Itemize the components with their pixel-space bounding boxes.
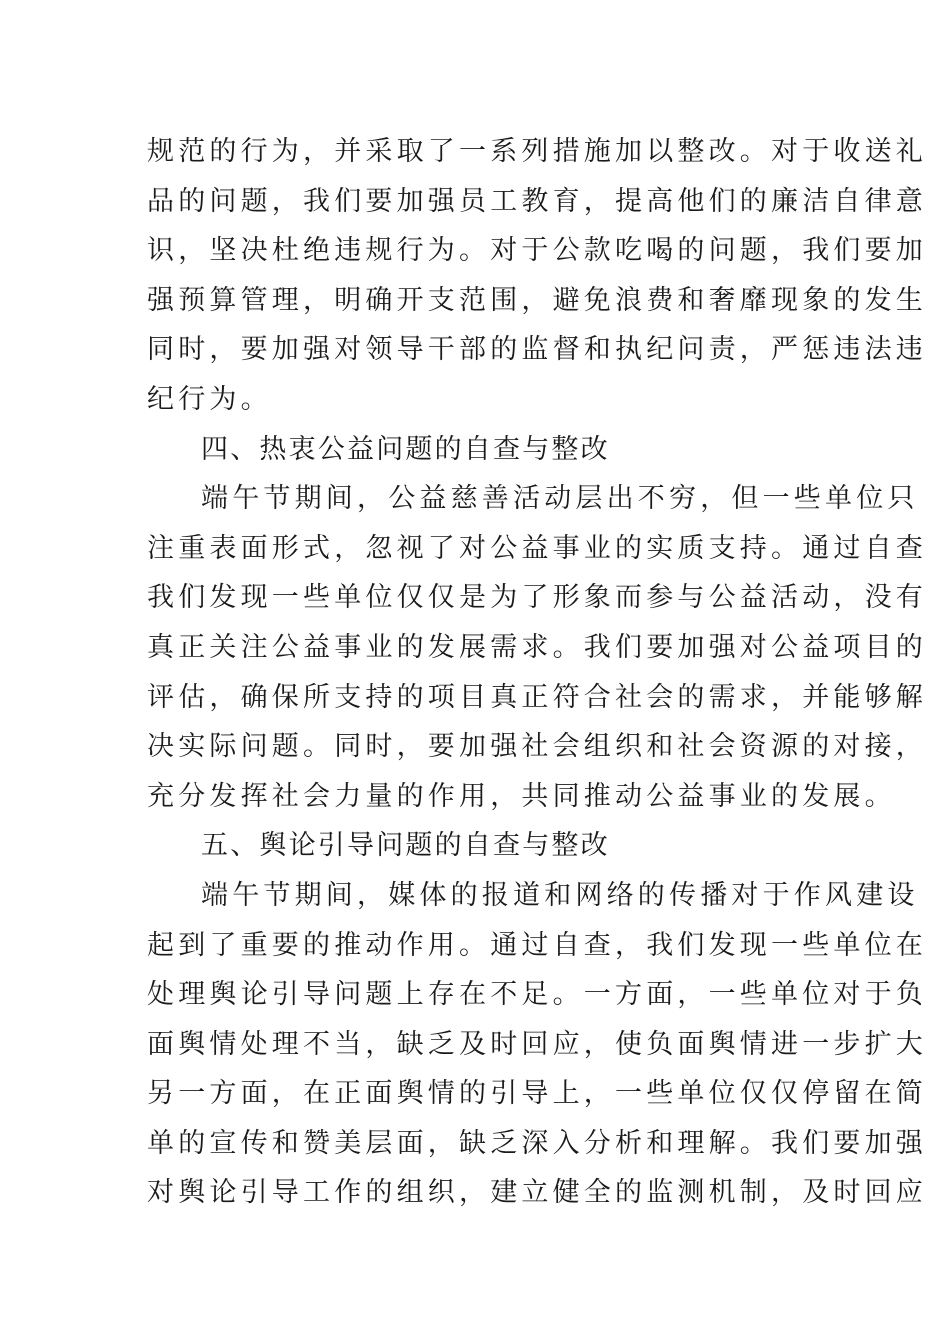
section-heading-4: 四、热衷公益问题的自查与整改: [201, 433, 610, 465]
text-line: 对舆论引导工作的组织，建立健全的监测机制，及时回应: [147, 1177, 927, 1209]
text-line: 起到了重要的推动作用。通过自查，我们发现一些单位在: [147, 929, 927, 961]
section-heading-5: 五、舆论引导问题的自查与整改: [201, 830, 610, 862]
document-page: [147, 127, 927, 1218]
text-line: 纪行为。: [147, 383, 272, 415]
text-line: 注重表面形式，忽视了对公益事业的实质支持。通过自查: [147, 532, 927, 564]
text-line: 规范的行为，并采取了一系列措施加以整改。对于收送礼: [147, 136, 927, 167]
text-line: 评估，确保所支持的项目真正符合社会的需求，并能够解: [147, 681, 927, 713]
text-line: 处理舆论引导问题上存在不足。一方面，一些单位对于负: [147, 979, 927, 1011]
text-line: 决实际问题。同时，要加强社会组织和社会资源的对接，: [147, 731, 927, 763]
text-line: 品的问题，我们要加强员工教育，提高他们的廉洁自律意: [147, 185, 927, 217]
text-line: 我们发现一些单位仅仅是为了形象而参与公益活动，没有: [147, 582, 927, 614]
text-line: 识，坚决杜绝违规行为。对于公款吃喝的问题，我们要加: [147, 235, 927, 267]
text-line: 同时，要加强对领导干部的监督和执纪问责，严惩违法违: [147, 334, 927, 366]
paragraph-start: 端午节期间，公益慈善活动层出不穷，但一些单位只: [201, 483, 919, 515]
text-line: 面舆情处理不当，缺乏及时回应，使负面舆情进一步扩大: [147, 1028, 927, 1060]
paragraph-start: 端午节期间，媒体的报道和网络的传播对于作风建设: [201, 879, 919, 911]
text-line: 充分发挥社会力量的作用，共同推动公益事业的发展。: [147, 780, 896, 812]
text-line: 真正关注公益事业的发展需求。我们要加强对公益项目的: [147, 631, 927, 663]
text-line: 另一方面，在正面舆情的引导上，一些单位仅仅停留在简: [147, 1078, 927, 1110]
text-line: 单的宣传和赞美层面，缺乏深入分析和理解。我们要加强: [147, 1127, 927, 1159]
text-line: 强预算管理，明确开支范围，避免浪费和奢靡现象的发生: [147, 284, 927, 316]
